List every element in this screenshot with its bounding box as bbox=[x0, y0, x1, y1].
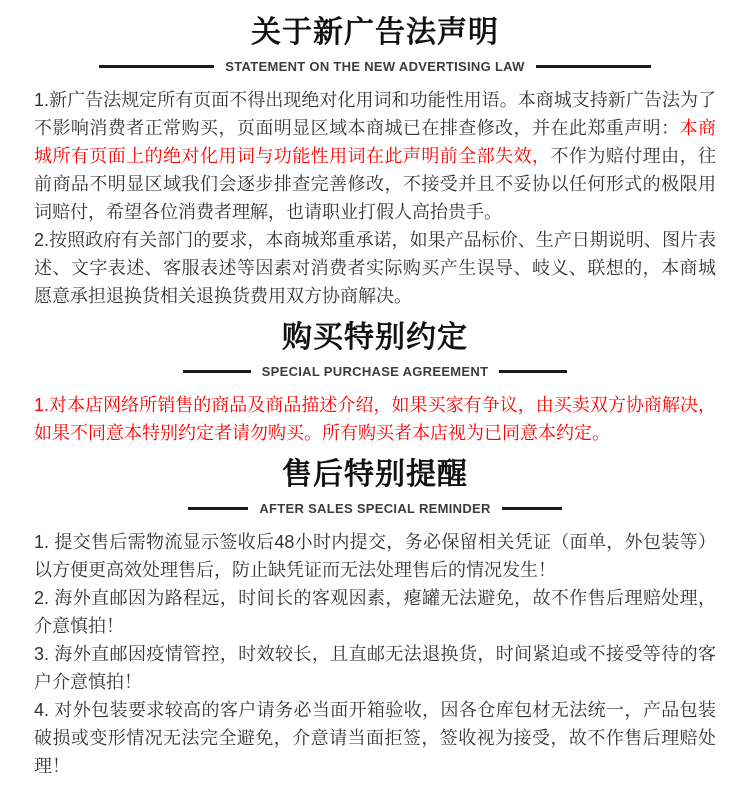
highlighted-text-run: 本商城所有页面上的绝对化用词与功能性用词在此声明前全部失效， bbox=[34, 118, 717, 166]
section-title: 售后特别提醒 bbox=[282, 458, 468, 491]
section-after-sales-reminder bbox=[0, 447, 750, 780]
section-title: 关于新广告法声明 bbox=[251, 16, 499, 49]
paragraph bbox=[34, 584, 716, 640]
section-body bbox=[0, 516, 750, 780]
divider-line bbox=[536, 65, 651, 68]
subtitle-divider-row bbox=[183, 364, 567, 379]
divider-line bbox=[499, 370, 567, 373]
paragraph bbox=[34, 226, 716, 310]
text-run: 3. 海外直邮因疫情管控，时效较长，且直邮无法退换货，时间紧迫或不接受等待的客户介意慎拍！ bbox=[34, 644, 716, 692]
highlighted-text-run: 1.对本店网络所销售的商品及商品描述介绍，如果买家有争议，由买卖双方协商解决，如果不同意本特别约定者请勿购买。所有购买者本店视为已同意本约定。 bbox=[34, 395, 716, 443]
text-run: 4. 对外包装要求较高的客户请务必当面开箱验收，因各仓库包材无法统一，产品包装破损或变形情况无法完全避免，介意请当面拒签，签收视为接受，故不作售后理赔处理！ bbox=[34, 700, 716, 776]
section-subtitle: STATEMENT ON THE NEW ADVERTISING LAW bbox=[225, 59, 525, 74]
section-special-purchase-agreement bbox=[0, 310, 750, 447]
paragraph bbox=[34, 696, 716, 780]
section-subtitle: SPECIAL PURCHASE AGREEMENT bbox=[261, 364, 489, 379]
subtitle-divider-row bbox=[188, 501, 562, 516]
text-run: 2. 海外直邮因为路程远，时间长的客观因素，瘪罐无法避免，故不作售后理赔处理，介意慎拍！ bbox=[34, 588, 716, 636]
section-subtitle: AFTER SALES SPECIAL REMINDER bbox=[259, 501, 491, 516]
paragraph bbox=[34, 86, 716, 226]
divider-line bbox=[188, 507, 248, 510]
section-advertising-law-statement bbox=[0, 0, 750, 310]
subtitle-divider-row bbox=[99, 59, 651, 74]
section-body bbox=[0, 74, 750, 310]
divider-line bbox=[183, 370, 251, 373]
paragraph bbox=[34, 528, 716, 584]
section-body bbox=[0, 379, 750, 447]
divider-line bbox=[99, 65, 214, 68]
text-run: 2.按照政府有关部门的要求，本商城郑重承诺，如果产品标价、生产日期说明、图片表述、文字表述、客服表述等因素对消费者实际购买产生误导、岐义、联想的，本商城愿意承担退换货相关退换货费用双方协商解决。 bbox=[34, 230, 716, 306]
text-run: 不作为赔付理由，往前商品不明显区域我们会逐步排查完善修改，不接受并且不妥协以任何形式的极限用词赔付，希望各位消费者理解，也请职业打假人高抬贵手。 bbox=[34, 146, 717, 222]
divider-line bbox=[502, 507, 562, 510]
text-run: 1.新广告法规定所有页面不得出现绝对化用词和功能性用语。本商城支持新广告法为了不影响消费者正常购买，页面明显区域本商城已在排查修改，并在此郑重声明： bbox=[34, 90, 716, 138]
paragraph bbox=[34, 391, 716, 447]
paragraph bbox=[34, 640, 716, 696]
section-title: 购买特别约定 bbox=[282, 321, 468, 354]
text-run: 1. 提交售后需物流显示签收后48小时内提交，务必保留相关凭证（面单，外包装等）以方便更高效处理售后，防止缺凭证而无法处理售后的情况发生！ bbox=[34, 532, 716, 580]
